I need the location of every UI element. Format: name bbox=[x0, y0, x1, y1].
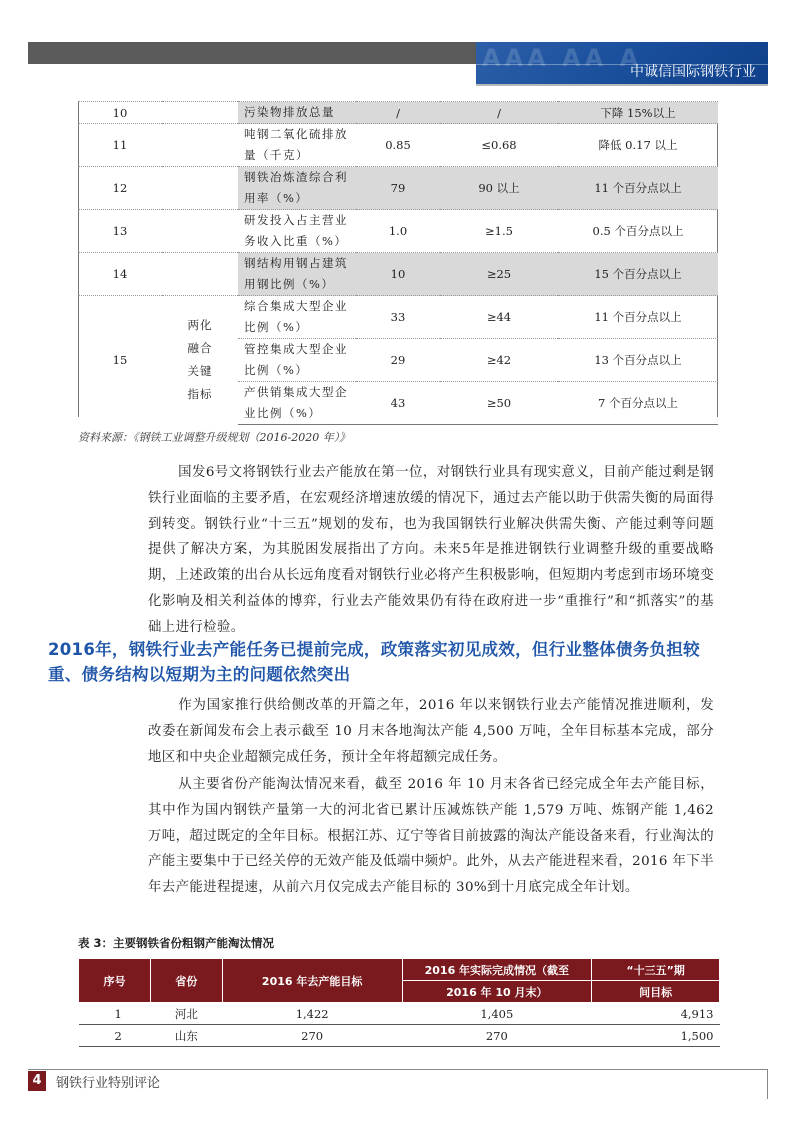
row-value-2015: 79 bbox=[356, 167, 440, 210]
cell-plan: 1,500 bbox=[592, 1025, 720, 1047]
row-value-2020: ≥44 bbox=[440, 296, 558, 339]
paragraph-text: 国发6号文将钢铁行业去产能放在第一位，对钢铁行业具有现实意义，目前产能过剩是钢铁行业面临的主要矛盾，在宏观经济增速放缓的情况下，通过去产能以助于供需失衡的局面得到转变。钢铁行业“十三五”规划的发布，也为我国钢铁行业解决供需失衡、产能过剩等问题提供了解决方案，为其脱困发展指出了方向。未来5年是推进钢铁行业调整升级的重要战略期，上述政策的出台从长远角度看对钢铁行业必将产生积极影响，但短期内考虑到市场环境变化影响及相关利益体的博弈，行业去产能效果仍有待在政府进一步“重推行”和“抓落实”的基础上进行检验。 bbox=[148, 465, 714, 635]
row-item: 管控集成大型企业比例（%） bbox=[238, 339, 356, 382]
row-value-2015: 0.85 bbox=[356, 124, 440, 167]
page-number: 4 bbox=[28, 1071, 46, 1091]
body-paragraph bbox=[148, 460, 714, 641]
capacity-table bbox=[78, 958, 720, 1047]
header-actual-line1: 2016 年实际完成情况（截至 bbox=[402, 959, 592, 981]
row-value-2020: ≥25 bbox=[440, 253, 558, 296]
table-header-row bbox=[79, 959, 720, 981]
row-change: 下降 15%以上 bbox=[558, 102, 718, 124]
cell-actual: 1,405 bbox=[402, 1003, 592, 1025]
cell-actual: 270 bbox=[402, 1025, 592, 1047]
table-caption: 表 3：主要钢铁省份粗钢产能淘汰情况 bbox=[78, 936, 275, 950]
paragraph-text: 从主要省份产能淘汰情况来看，截至 2016 年 10 月末各省已经完成全年去产能目标，其中作为国内钢铁产量第一大的河北省已累计压减炼铁产能 1,579 万吨、炼钢产能 1,462 万吨，超过既定的全年目标。根据江苏、辽宁等省目前披露的淘汰产能设备来看，行业淘汰的产能主要集中于已经关停的无效产能及低端中频炉。此外，从去产能进程来看，2016 年下半年去产能进程提速，从前六月仅完成去产能目标的 30%到十月底完成全年计划。 bbox=[148, 777, 714, 896]
row-value-2015: 1.0 bbox=[356, 210, 440, 253]
row-change: 降低 0.17 以上 bbox=[558, 124, 718, 167]
row-item: 污染物排放总量 bbox=[238, 102, 356, 124]
table-row bbox=[79, 1003, 720, 1025]
row-value-2015: 10 bbox=[356, 253, 440, 296]
row-value-2020: ≥42 bbox=[440, 339, 558, 382]
header-no: 序号 bbox=[79, 959, 151, 1003]
row-number: 10 bbox=[78, 102, 162, 124]
footer-rule bbox=[28, 1069, 768, 1070]
cell-no: 1 bbox=[79, 1003, 151, 1025]
cell-province: 山东 bbox=[150, 1025, 222, 1047]
header-underline bbox=[476, 84, 768, 86]
table-row bbox=[78, 253, 718, 296]
brand-banner bbox=[476, 42, 768, 84]
row-number: 15 bbox=[78, 296, 162, 425]
footer-rule-vertical bbox=[767, 1069, 768, 1099]
row-change: 11 个百分点以上 bbox=[558, 167, 718, 210]
table-row bbox=[79, 1025, 720, 1047]
row-category bbox=[162, 167, 238, 210]
row-item: 钢铁冶炼渣综合利用率（%） bbox=[238, 167, 356, 210]
category-label: 两化融合关键指标 bbox=[187, 318, 213, 402]
row-item: 研发投入占主营业务收入比重（%） bbox=[238, 210, 356, 253]
row-item: 吨钢二氧化硫排放量（千克） bbox=[238, 124, 356, 167]
row-value-2020: / bbox=[440, 102, 558, 124]
indicator-table bbox=[78, 101, 718, 425]
row-item: 综合集成大型企业比例（%） bbox=[238, 296, 356, 339]
header-target-2016: 2016 年去产能目标 bbox=[222, 959, 402, 1003]
brand-watermark: AAA AA A bbox=[482, 44, 643, 72]
row-number: 12 bbox=[78, 167, 162, 210]
row-change: 13 个百分点以上 bbox=[558, 339, 718, 382]
table-row bbox=[78, 210, 718, 253]
row-number: 11 bbox=[78, 124, 162, 167]
row-value-2015: 29 bbox=[356, 339, 440, 382]
header-plan-line1: “十三五”期 bbox=[592, 959, 720, 981]
row-value-2020: 90 以上 bbox=[440, 167, 558, 210]
row-item: 钢结构用钢占建筑用钢比例（%） bbox=[238, 253, 356, 296]
row-value-2015: / bbox=[356, 102, 440, 124]
row-category bbox=[162, 102, 238, 124]
row-change: 15 个百分点以上 bbox=[558, 253, 718, 296]
body-paragraph bbox=[148, 693, 714, 770]
footer-title: 钢铁行业特别评论 bbox=[56, 1076, 161, 1091]
table-row bbox=[78, 167, 718, 210]
body-paragraph bbox=[148, 772, 714, 901]
row-category bbox=[162, 296, 238, 425]
row-category bbox=[162, 124, 238, 167]
row-category bbox=[162, 210, 238, 253]
table-row bbox=[78, 102, 718, 124]
cell-no: 2 bbox=[79, 1025, 151, 1047]
table-row bbox=[78, 124, 718, 167]
row-category bbox=[162, 253, 238, 296]
row-change: 7 个百分点以上 bbox=[558, 382, 718, 425]
header-province: 省份 bbox=[150, 959, 222, 1003]
paragraph-text: 作为国家推行供给侧改革的开篇之年，2016 年以来钢铁行业去产能情况推进顺利，发改委在新闻发布会上表示截至 10 月末各地淘汰产能 4,500 万吨，全年目标基本完成，部分地区和中央企业超额完成任务，预计全年将超额完成任务。 bbox=[148, 698, 714, 765]
brand-title: 中诚信国际钢铁行业 bbox=[630, 64, 756, 80]
row-item: 产供销集成大型企业比例（%） bbox=[238, 382, 356, 425]
cell-target: 1,422 bbox=[222, 1003, 402, 1025]
section-heading: 2016年，钢铁行业去产能任务已提前完成，政策落实初见成效，但行业整体债务负担较重、债务结构以短期为主的问题依然突出 bbox=[48, 640, 700, 684]
row-value-2015: 33 bbox=[356, 296, 440, 339]
row-value-2020: ≥50 bbox=[440, 382, 558, 425]
row-value-2020: ≥1.5 bbox=[440, 210, 558, 253]
header-actual-line2: 2016 年 10 月末） bbox=[402, 981, 592, 1003]
row-value-2020: ≤0.68 bbox=[440, 124, 558, 167]
cell-target: 270 bbox=[222, 1025, 402, 1047]
row-number: 13 bbox=[78, 210, 162, 253]
cell-province: 河北 bbox=[150, 1003, 222, 1025]
row-number: 14 bbox=[78, 253, 162, 296]
cell-plan: 4,913 bbox=[592, 1003, 720, 1025]
header-plan-line2: 间目标 bbox=[592, 981, 720, 1003]
row-value-2015: 43 bbox=[356, 382, 440, 425]
row-change: 0.5 个百分点以上 bbox=[558, 210, 718, 253]
table-row bbox=[78, 296, 718, 339]
row-change: 11 个百分点以上 bbox=[558, 296, 718, 339]
source-note: 资料来源：《钢铁工业调整升级规划（2016-2020 年）》 bbox=[78, 431, 351, 444]
